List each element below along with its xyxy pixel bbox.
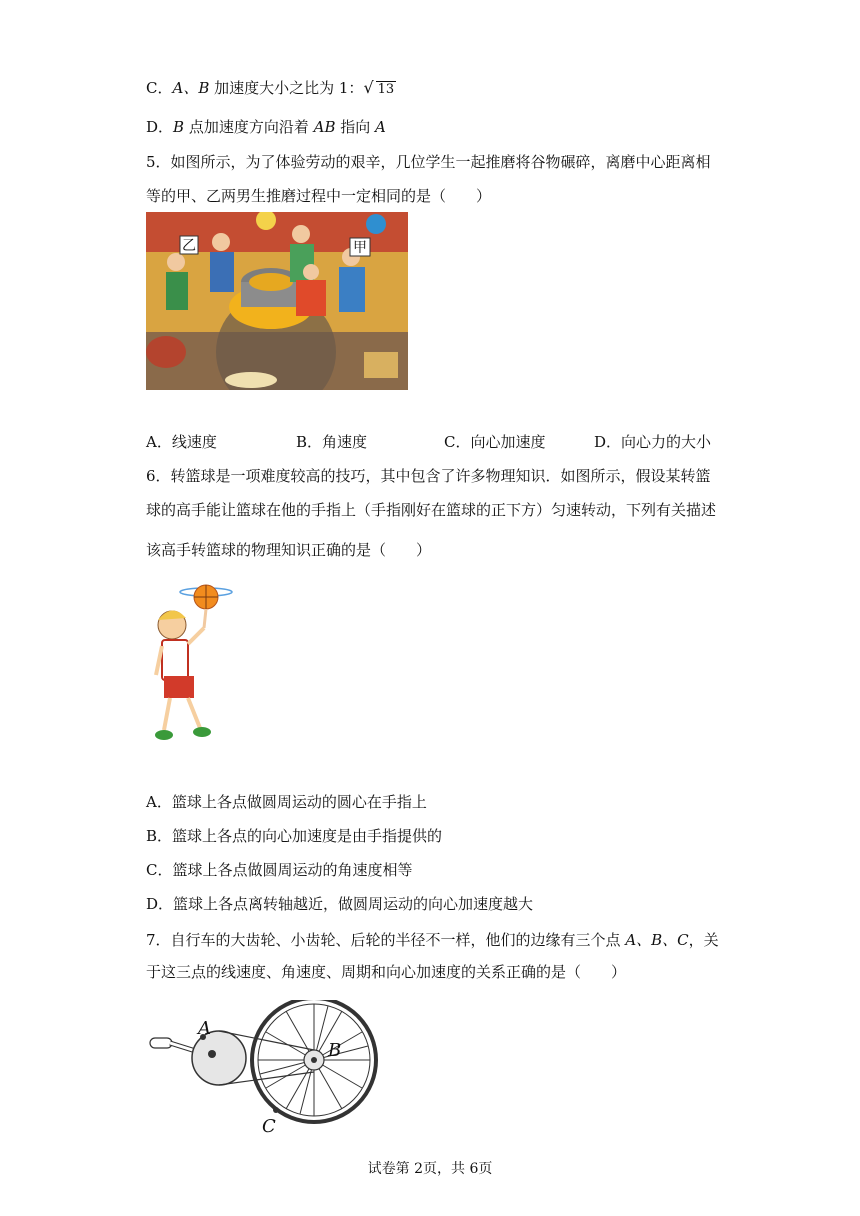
q6-stem-line-3: 该高手转篮球的物理知识正确的是（ ） [146, 541, 432, 559]
q7-stem-line-1 [146, 930, 719, 950]
q5-option-b: B．角速度 [296, 433, 368, 451]
stem-text: ，关 [688, 931, 719, 949]
q6-option-a: A．篮球上各点做圆周运动的圆心在手指上 [146, 793, 427, 811]
q4-option-c [146, 78, 396, 98]
radicand: 13 [377, 82, 395, 97]
option-text: 点加速度方向沿着 [184, 118, 314, 136]
q7-stem-line-2: 于这三点的线速度、角速度、周期和向心加速度的关系正确的是（ ） [146, 963, 627, 981]
label-a: A [198, 1018, 211, 1039]
point-label: B [173, 118, 185, 136]
stem-text: 7．自行车的大齿轮、小齿轮、后轮的半径不一样，他们的边缘有三个点 [146, 931, 626, 949]
page-footer: 试卷第 2页，共 6页 [367, 1161, 493, 1177]
point-label: A [375, 118, 386, 136]
label-c: C [262, 1116, 276, 1137]
sqrt-sign: √ [363, 78, 374, 97]
option-letter: C． [146, 79, 173, 97]
q5-stem-line-1: 5．如图所示，为了体验劳动的艰辛，几位学生一起推磨将谷物碾碎，离磨中心距离相 [146, 153, 711, 171]
point-labels: A、B、C [625, 931, 689, 949]
option-letter: D． [146, 118, 174, 136]
segment-label: AB [313, 118, 336, 136]
label-yi: 乙 [182, 238, 196, 254]
point-labels: A、B [172, 79, 210, 97]
q6-option-c: C．篮球上各点做圆周运动的角速度相等 [146, 861, 413, 879]
q6-option-b: B．篮球上各点的向心加速度是由手指提供的 [146, 827, 443, 845]
label-jia: 甲 [353, 240, 367, 256]
q6-stem-line-2: 球的高手能让篮球在他的手指上（手指刚好在篮球的正下方）匀速转动，下列有关描述 [146, 501, 717, 519]
q6-option-d: D．篮球上各点离转轴越近，做圆周运动的向心加速度越大 [146, 895, 534, 913]
q5-stem-line-2: 等的甲、乙两男生推磨过程中一定相同的是（ ） [146, 187, 492, 205]
option-text: 指向 [335, 118, 376, 136]
grain-mill-illustration [146, 212, 408, 390]
label-b: B [328, 1040, 342, 1061]
bicycle-gear-diagram [146, 1000, 378, 1140]
q4-option-d [146, 117, 386, 137]
q5-option-c: C．向心加速度 [444, 433, 546, 451]
q6-stem-line-1: 6．转篮球是一项难度较高的技巧，其中包含了许多物理知识．如图所示，假设某转篮 [146, 467, 711, 485]
q5-option-a: A．线速度 [146, 433, 217, 451]
q5-option-d: D．向心力的大小 [594, 433, 712, 451]
option-text: 加速度大小之比为 1： [209, 79, 364, 97]
basketball-spinner-illustration [146, 580, 236, 745]
